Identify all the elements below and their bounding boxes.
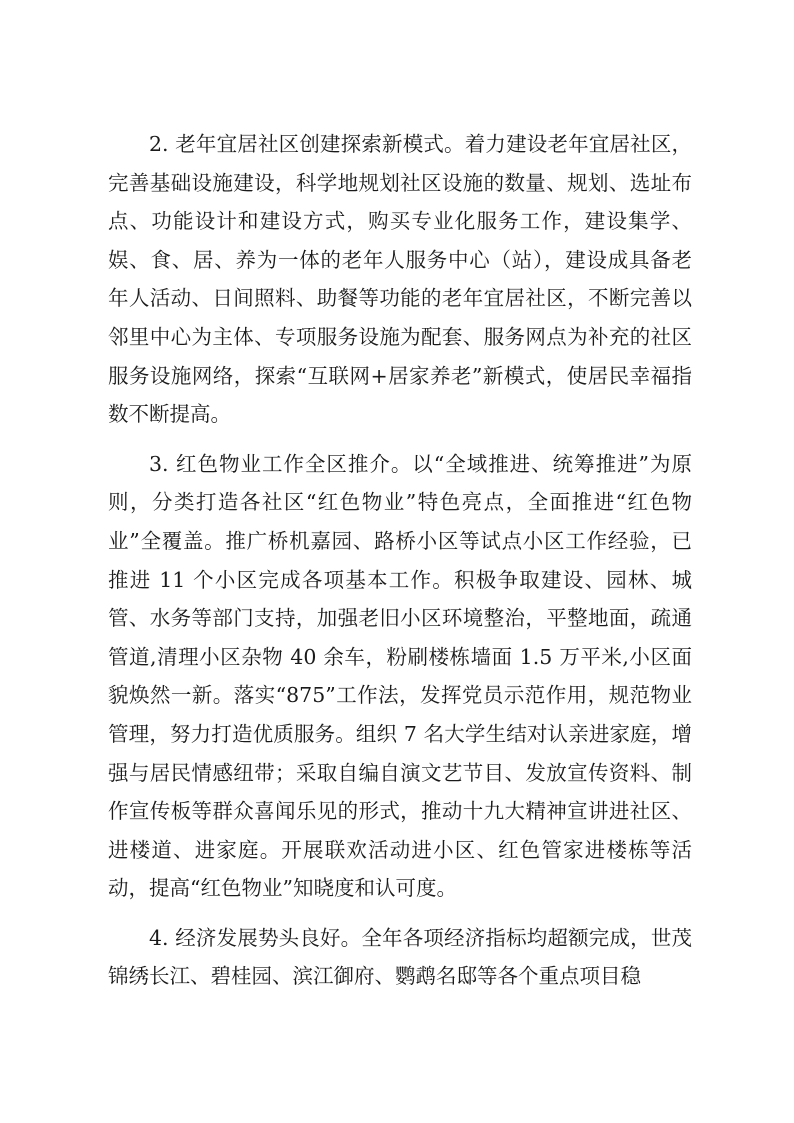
document-body — [108, 125, 692, 1007]
paragraph-economic-development: 4. 经济发展势头良好。全年各项经济指标均超额完成，世茂锦绣长江、碧桂园、滨江御府、鹦鹉名邸等各个重点项目稳 — [108, 925, 692, 989]
paragraph-elderly-community: 2. 老年宜居社区创建探索新模式。着力建设老年宜居社区，完善基础设施建设，科学地规划社区设施的数量、规划、选址布点、功能设计和建设方式，购买专业化服务工作，建设集学、娱、食、居、养为一体的老年人服务中心（站），建设成具备老年人活动、日间照料、助餐等功能的老年宜居社区，不断完善以邻里中心为主体、专项服务设施为配套、服务网点为补充的社区服务设施网络，探索“互联网+居家养老”新模式，使居民幸福指数不断提高。 — [108, 132, 692, 427]
paragraph-red-property: 3. 红色物业工作全区推介。以“全域推进、统筹推进”为原则，分类打造各社区“红色物业”特色亮点，全面推进“红色物业”全覆盖。推广桥机嘉园、路桥小区等试点小区工作经验，已推进 11 个小区完成各项基本工作。积极争取建设、园林、城管、水务等部门支持，加强老旧小区环境整治，平整地面，疏通管道,清理小区杂物 40 余车，粉刷楼栋墙面 1.5 万平米,小区面貌焕然一新。落实“875”工作法，发挥党员示范作用，规范物业管理，努力打造优质服务。组织 7 名大学生结对认亲进家庭，增强与居民情感纽带；采取自编自演文艺节目、发放宣传资料、制作宣传板等群众喜闻乐见的形式，推动十九大精神宣讲进社区、进楼道、进家庭。开展联欢活动进小区、红色管家进楼栋等活动，提高“红色物业”知晓度和认可度。 — [108, 451, 692, 901]
